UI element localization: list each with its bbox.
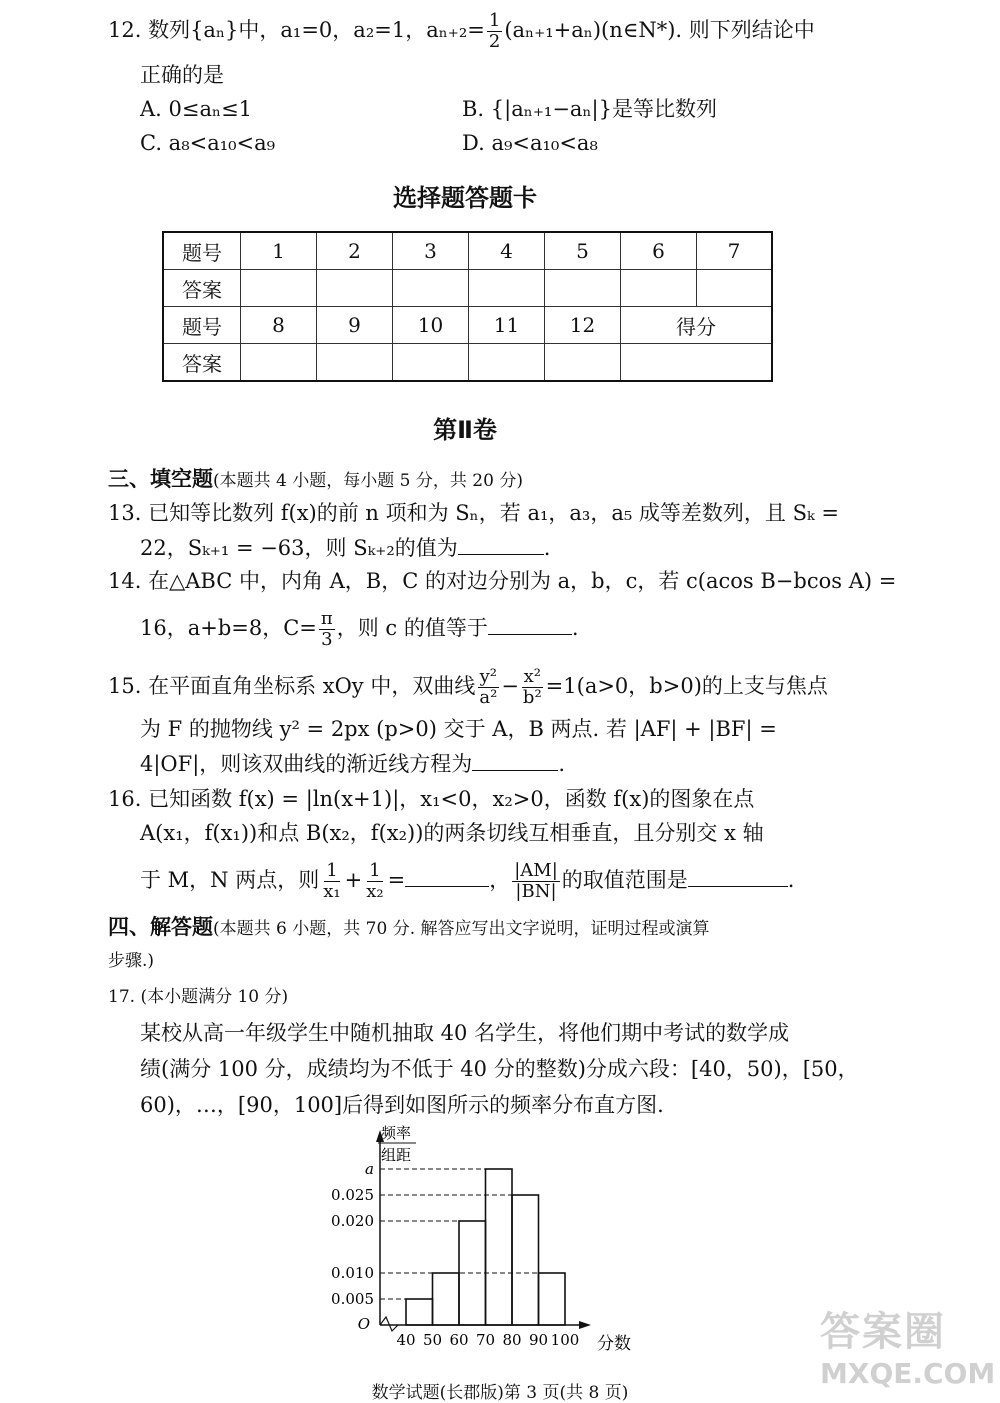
histogram-bar (433, 1273, 460, 1325)
y-axis-label-bottom: 组距 (380, 1146, 412, 1164)
y-tick-label: a (365, 1160, 374, 1178)
score-box[interactable] (621, 344, 773, 382)
table-cell: 题号 (163, 232, 241, 270)
q14-fraction: $\frac{\pi}{3}$ (320, 608, 333, 650)
section3-title: 三、填空题 (108, 467, 213, 491)
table-cell: 8 (241, 307, 317, 344)
answer-box-5[interactable] (545, 270, 621, 307)
q13-answer-blank[interactable] (458, 532, 544, 555)
x-tick-label: 70 (475, 1331, 496, 1349)
q14-line1: 14. 在△ABC 中，内角 A，B，C 的对边分别为 a，b，c，若 c(acos B−bcos A) = (108, 569, 897, 593)
q15-fraction-1: $\frac{\text{y²}}{\text{a²}}$ (479, 666, 498, 708)
q15-line3: 4|OF|，则该双曲线的渐近线方程为 . (140, 748, 565, 779)
q14-line2: 16，a+b=8，C= $\frac{\pi}{3}$ ，则 c 的值等于 . (140, 608, 579, 650)
answer-card-row-4 (163, 344, 772, 382)
answer-box-4[interactable] (469, 270, 545, 307)
table-cell: 10 (393, 307, 469, 344)
section3-heading (108, 464, 523, 496)
answer-card-row-2 (163, 270, 772, 307)
q16-fraction-2: $\frac{1}{\text{x₂}}$ (366, 860, 384, 902)
x-tick-label: 90 (528, 1331, 549, 1349)
watermark-line-1: 答案圈 (820, 1309, 946, 1355)
table-cell: 题号 (163, 307, 241, 344)
q12-option-c: C. a₈<a₁₀<a₉ (140, 131, 276, 155)
q15-line1: 15. 在平面直角坐标系 xOy 中，双曲线 $\frac{\text{y²}}{\text{a²}}$ − $\frac{\text{x²}}{\text{b²}}$ =1(a>0，b>0)的上支与焦点 (108, 666, 828, 708)
score-label: 得分 (621, 307, 773, 344)
q16-line3: 于 M，N 两点，则 $\frac{1}{\text{x₁}}$ + $\frac{1}{\text{x₂}}$ = ， $\frac{|AM|}{|BN|}$ 的取值范围是 . (140, 860, 795, 902)
table-cell: 11 (469, 307, 545, 344)
watermark-logo (820, 1300, 996, 1400)
answer-box-7[interactable] (697, 270, 773, 307)
q17-line2: 绩(满分 100 分，成绩均为不低于 40 分的整数)分成六段：[40，50)，[50， (140, 1057, 859, 1081)
answer-box-12[interactable] (545, 344, 621, 382)
q16-fraction-3: $\frac{|AM|}{|BN|}$ (514, 860, 558, 902)
table-cell: 7 (697, 232, 773, 270)
answer-card-row-3 (163, 307, 772, 344)
q16-fraction-1: $\frac{1}{\text{x₁}}$ (323, 860, 341, 902)
table-cell: 1 (241, 232, 317, 270)
q17-line1: 某校从高一年级学生中随机抽取 40 名学生，将他们期中考试的数学成 (140, 1021, 790, 1045)
answer-box-9[interactable] (317, 344, 393, 382)
q12-option-a: A. 0≤aₙ≤1 (140, 97, 253, 121)
answer-card-row-1 (163, 232, 772, 270)
q16-answer-blank-2[interactable] (688, 864, 788, 887)
table-cell: 5 (545, 232, 621, 270)
q12-line2: 正确的是 (140, 63, 224, 87)
table-cell: 6 (621, 232, 697, 270)
histogram-bar (512, 1195, 539, 1325)
table-cell: 9 (317, 307, 393, 344)
histogram-bar (486, 1169, 513, 1325)
q13-line1: 13. 已知等比数列 f(x)的前 n 项和为 Sₙ，若 a₁，a₃，a₅ 成等差数列，且 Sₖ = (108, 501, 839, 525)
q12-option-d: D. a₉<a₁₀<a₈ (462, 131, 598, 155)
table-cell: 4 (469, 232, 545, 270)
x-tick-label: 50 (422, 1331, 443, 1349)
axis-break-mark (380, 1317, 398, 1331)
q17-line3: 60)，…，[90，100]后得到如图所示的频率分布直方图. (140, 1093, 664, 1117)
q16-line2: A(x₁，f(x₁))和点 B(x₂，f(x₂))的两条切线互相垂直，且分别交 x 轴 (140, 821, 764, 845)
y-axis-label-top: 频率 (380, 1124, 412, 1142)
y-tick-label: 0.005 (331, 1290, 374, 1308)
section4-title: 四、解答题 (108, 915, 213, 939)
answer-box-6[interactable] (621, 270, 697, 307)
q13-line2: 22，Sₖ₊₁ = −63，则 Sₖ₊₂的值为 . (140, 532, 550, 563)
y-tick-label: 0.020 (331, 1212, 374, 1230)
answer-box-3[interactable] (393, 270, 469, 307)
table-cell: 12 (545, 307, 621, 344)
answer-box-10[interactable] (393, 344, 469, 382)
table-cell: 答案 (163, 270, 241, 307)
section4-note-2: 步骤.) (108, 951, 155, 971)
table-cell: 2 (317, 232, 393, 270)
section4-note: (本题共 6 小题，共 70 分. 解答应写出文字说明，证明过程或演算 (213, 919, 710, 939)
x-axis-label: 分数 (597, 1334, 631, 1354)
table-cell: 答案 (163, 344, 241, 382)
part2-title: 第Ⅱ卷 (433, 416, 497, 444)
answer-box-8[interactable] (241, 344, 317, 382)
q15-answer-blank[interactable] (472, 748, 558, 771)
q12-fraction: $\frac{1}{2}$ (488, 10, 501, 52)
q12-option-b: B. {|aₙ₊₁−aₙ|}是等比数列 (462, 97, 717, 121)
q12-line1: 12. 数列{aₙ}中，a₁=0，a₂=1，aₙ₊₂= $\frac{1}{2}$ (aₙ₊₁+aₙ)(n∈N*). 则下列结论中 (108, 10, 815, 52)
answer-card-table (162, 231, 773, 382)
y-tick-label: 0.010 (331, 1264, 374, 1282)
answer-card-title: 选择题答题卡 (393, 184, 537, 212)
frequency-histogram (300, 1120, 660, 1360)
x-tick-label: 40 (396, 1331, 416, 1349)
answer-box-1[interactable] (241, 270, 317, 307)
watermark-line-2: MXQE.COM (820, 1357, 996, 1390)
q16-answer-blank-1[interactable] (405, 864, 489, 887)
y-tick-label: 0.025 (331, 1186, 374, 1204)
table-cell: 3 (393, 232, 469, 270)
origin-label: O (357, 1315, 370, 1333)
q17-head: 17. (本小题满分 10 分) (108, 987, 289, 1007)
section4-heading (108, 912, 710, 944)
x-tick-label: 60 (449, 1331, 469, 1349)
answer-box-2[interactable] (317, 270, 393, 307)
q16-line1: 16. 已知函数 f(x) = |ln(x+1)|，x₁<0，x₂>0，函数 f(x)的图象在点 (108, 787, 755, 811)
q15-fraction-2: $\frac{\text{x²}}{\text{b²}}$ (522, 666, 542, 708)
histogram-bar (539, 1273, 566, 1325)
x-axis-arrow (579, 1321, 591, 1329)
q14-answer-blank[interactable] (488, 612, 572, 635)
histogram-bar (406, 1299, 433, 1325)
x-tick-label: 100 (550, 1331, 580, 1349)
x-tick-label: 80 (502, 1331, 522, 1349)
section3-note: (本题共 4 小题，每小题 5 分，共 20 分) (213, 471, 523, 491)
page-footer: 数学试题(长郡版)第 3 页(共 8 页) (371, 1383, 629, 1403)
answer-box-11[interactable] (469, 344, 545, 382)
q15-line2: 为 F 的抛物线 y² = 2px (p>0) 交于 A，B 两点. 若 |AF| + |BF| = (140, 717, 777, 741)
